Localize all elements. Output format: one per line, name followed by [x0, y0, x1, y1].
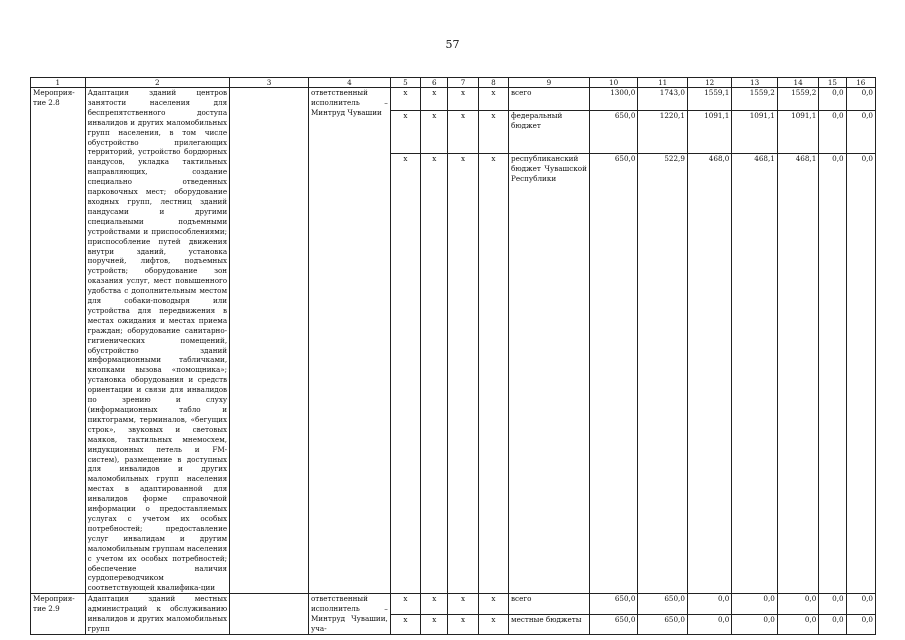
cell: x — [448, 154, 478, 594]
cell: 650,0 — [589, 614, 638, 634]
cell: x — [448, 110, 478, 153]
cell: 0,0 — [819, 88, 846, 111]
cell: 0,0 — [732, 614, 777, 634]
cell: 1559,1 — [687, 88, 731, 111]
header-cell: 14 — [777, 78, 818, 88]
cell: 650,0 — [638, 594, 688, 614]
cell: x — [421, 154, 448, 594]
funding-source: всего — [509, 594, 590, 614]
page-number: 57 — [445, 38, 460, 51]
cell: 1220,1 — [638, 110, 688, 153]
header-cell: 10 — [589, 78, 638, 88]
cell: x — [448, 594, 478, 614]
cell: 1743,0 — [638, 88, 688, 111]
empty-cell — [230, 88, 309, 594]
cell: 1300,0 — [589, 88, 638, 111]
cell: x — [390, 154, 420, 594]
cell: 1091,1 — [732, 110, 777, 153]
header-cell: 16 — [846, 78, 875, 88]
cell: 1559,2 — [777, 88, 818, 111]
cell: x — [390, 110, 420, 153]
table-row — [31, 88, 876, 111]
cell: 468,0 — [687, 154, 731, 594]
empty-cell — [230, 594, 309, 635]
cell: 1559,2 — [732, 88, 777, 111]
cell: 0,0 — [687, 594, 731, 614]
cell: 0,0 — [846, 594, 875, 614]
funding-source: федеральный бюджет — [509, 110, 590, 153]
cell: 468,1 — [732, 154, 777, 594]
header-cell: 11 — [638, 78, 688, 88]
cell: x — [478, 88, 508, 111]
cell: 650,0 — [589, 594, 638, 614]
cell: 650,0 — [589, 110, 638, 153]
cell: 0,0 — [819, 614, 846, 634]
cell: x — [478, 614, 508, 634]
cell: 1091,1 — [777, 110, 818, 153]
funding-source: местные бюджеты — [509, 614, 590, 634]
activity-description: Адаптация зданий центров занятости населения для беспрепятственного доступа инвалидов и других маломобильных групп населения, в том числе обустройство прилегающих территорий, устройство бордюрных пандусов, укладка тактильных направляющих, создание специально отведенных парковочных мест; оборудование входных групп, лестниц зданий пандусами и другими специальными подъемными устройствами и приспособлениями; приспособление путей движения внутри зданий, установка поручней, лифтов, подъемных устройств; оборудование зон оказания услуг, мест повышенного удобства с дополнительным местом для собаки-поводыря или устройства для передвижения в местах ожидания и местах приема граждан; оборудование санитарно-гигиенических помещений, обустройство зданий информационными табличками, кнопками вызова «помощника»; установка оборудования и средств ориентации и связи для инвалидов по зрению и слуху (информационных табло и пиктограмм, терминалов, «бегущих строк», звуковых и световых маяков, тактильных мнемосхем, индукционных петель и FM-систем), размещение в доступных для инвалидов и других маломобильных групп населения местах в адаптированной для инвалидов форме справочной информации о предоставляемых услугах с учетом их особых потребностей; предоставление услуг инвалидам и другим маломобильным группам населения с учетом их особых потребностей; обеспечение наличия сурдопереводчиком соответствующей квалифика-ции — [85, 88, 230, 594]
cell: 0,0 — [819, 594, 846, 614]
header-row — [31, 78, 876, 88]
cell: 0,0 — [732, 594, 777, 614]
cell: x — [478, 594, 508, 614]
cell: 522,9 — [638, 154, 688, 594]
cell: x — [478, 110, 508, 153]
header-cell: 3 — [230, 78, 309, 88]
cell: x — [390, 594, 420, 614]
cell: 0,0 — [819, 154, 846, 594]
cell: x — [421, 88, 448, 111]
cell: 0,0 — [846, 110, 875, 153]
cell: 650,0 — [638, 614, 688, 634]
cell: x — [421, 110, 448, 153]
cell: 468,1 — [777, 154, 818, 594]
program-table — [30, 77, 876, 635]
cell: 0,0 — [777, 614, 818, 634]
cell: x — [390, 614, 420, 634]
funding-source: республиканский бюджет Чувашской Республики — [509, 154, 590, 594]
activity-code: Мероприя-тие 2.9 — [31, 594, 86, 635]
header-cell: 2 — [85, 78, 230, 88]
header-cell: 5 — [390, 78, 420, 88]
cell: 0,0 — [846, 154, 875, 594]
header-cell: 13 — [732, 78, 777, 88]
cell: 0,0 — [846, 88, 875, 111]
header-cell: 8 — [478, 78, 508, 88]
header-cell: 7 — [448, 78, 478, 88]
activity-description: Адаптация зданий местных администраций к обслуживанию инвалидов и других маломобильных групп — [85, 594, 230, 635]
cell: 0,0 — [777, 594, 818, 614]
cell: x — [421, 594, 448, 614]
header-cell: 15 — [819, 78, 846, 88]
executor-cell: ответственный исполнитель – Минтруд Чувашии, уча- — [308, 594, 390, 635]
header-cell: 1 — [31, 78, 86, 88]
cell: x — [448, 88, 478, 111]
funding-source: всего — [509, 88, 590, 111]
executor-cell: ответственный исполнитель – Минтруд Чувашии — [308, 88, 390, 594]
cell: x — [448, 614, 478, 634]
table-row — [31, 594, 876, 614]
cell: x — [421, 614, 448, 634]
cell: x — [390, 88, 420, 111]
cell: 0,0 — [846, 614, 875, 634]
header-cell: 4 — [308, 78, 390, 88]
cell: 0,0 — [687, 614, 731, 634]
cell: x — [478, 154, 508, 594]
header-cell: 9 — [509, 78, 590, 88]
cell: 650,0 — [589, 154, 638, 594]
activity-code: Мероприя-тие 2.8 — [31, 88, 86, 594]
cell: 0,0 — [819, 110, 846, 153]
header-cell: 12 — [687, 78, 731, 88]
header-cell: 6 — [421, 78, 448, 88]
cell: 1091,1 — [687, 110, 731, 153]
